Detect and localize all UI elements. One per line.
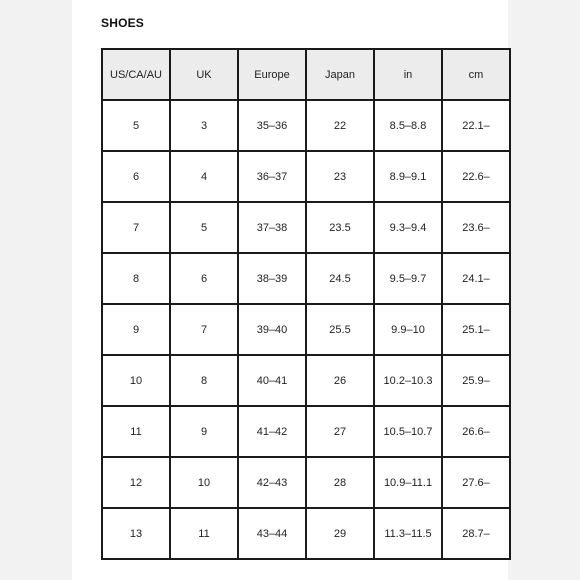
size-chart-table bbox=[101, 48, 511, 560]
header-cm: cm bbox=[442, 49, 510, 100]
cell-cm: 24.1– bbox=[442, 253, 510, 304]
cell-cm: 26.6– bbox=[442, 406, 510, 457]
cell-japan: 23.5 bbox=[306, 202, 374, 253]
cell-europe: 41–42 bbox=[238, 406, 306, 457]
table-row bbox=[102, 355, 510, 406]
cell-japan: 25.5 bbox=[306, 304, 374, 355]
cell-cm: 25.1– bbox=[442, 304, 510, 355]
header-europe: Europe bbox=[238, 49, 306, 100]
table-row bbox=[102, 100, 510, 151]
cell-europe: 42–43 bbox=[238, 457, 306, 508]
cell-in: 11.3–11.5 bbox=[374, 508, 442, 559]
cell-us: 10 bbox=[102, 355, 170, 406]
cell-uk: 4 bbox=[170, 151, 238, 202]
header-in: in bbox=[374, 49, 442, 100]
cell-in: 10.2–10.3 bbox=[374, 355, 442, 406]
header-us: US/CA/AU bbox=[102, 49, 170, 100]
cell-cm: 22.6– bbox=[442, 151, 510, 202]
cell-cm: 22.1– bbox=[442, 100, 510, 151]
cell-uk: 11 bbox=[170, 508, 238, 559]
cell-us: 9 bbox=[102, 304, 170, 355]
cell-uk: 10 bbox=[170, 457, 238, 508]
cell-cm: 27.6– bbox=[442, 457, 510, 508]
cell-uk: 6 bbox=[170, 253, 238, 304]
cell-europe: 39–40 bbox=[238, 304, 306, 355]
cell-in: 9.3–9.4 bbox=[374, 202, 442, 253]
table-row bbox=[102, 508, 510, 559]
cell-in: 8.9–9.1 bbox=[374, 151, 442, 202]
cell-us: 11 bbox=[102, 406, 170, 457]
table-row bbox=[102, 202, 510, 253]
cell-in: 10.9–11.1 bbox=[374, 457, 442, 508]
cell-japan: 28 bbox=[306, 457, 374, 508]
cell-us: 13 bbox=[102, 508, 170, 559]
cell-europe: 36–37 bbox=[238, 151, 306, 202]
cell-japan: 27 bbox=[306, 406, 374, 457]
table-row bbox=[102, 457, 510, 508]
cell-europe: 37–38 bbox=[238, 202, 306, 253]
cell-cm: 28.7– bbox=[442, 508, 510, 559]
cell-uk: 9 bbox=[170, 406, 238, 457]
cell-in: 10.5–10.7 bbox=[374, 406, 442, 457]
cell-in: 9.9–10 bbox=[374, 304, 442, 355]
cell-japan: 29 bbox=[306, 508, 374, 559]
cell-europe: 43–44 bbox=[238, 508, 306, 559]
cell-cm: 23.6– bbox=[442, 202, 510, 253]
cell-in: 8.5–8.8 bbox=[374, 100, 442, 151]
cell-japan: 23 bbox=[306, 151, 374, 202]
page-title: SHOES bbox=[101, 16, 145, 30]
cell-us: 7 bbox=[102, 202, 170, 253]
size-chart-container bbox=[101, 48, 490, 566]
cell-uk: 7 bbox=[170, 304, 238, 355]
cell-japan: 24.5 bbox=[306, 253, 374, 304]
cell-japan: 26 bbox=[306, 355, 374, 406]
cell-europe: 35–36 bbox=[238, 100, 306, 151]
cell-us: 8 bbox=[102, 253, 170, 304]
header-japan: Japan bbox=[306, 49, 374, 100]
cell-europe: 38–39 bbox=[238, 253, 306, 304]
table-row bbox=[102, 253, 510, 304]
cell-europe: 40–41 bbox=[238, 355, 306, 406]
header-uk: UK bbox=[170, 49, 238, 100]
cell-in: 9.5–9.7 bbox=[374, 253, 442, 304]
cell-japan: 22 bbox=[306, 100, 374, 151]
table-row bbox=[102, 406, 510, 457]
cell-uk: 3 bbox=[170, 100, 238, 151]
cell-uk: 8 bbox=[170, 355, 238, 406]
cell-cm: 25.9– bbox=[442, 355, 510, 406]
cell-us: 12 bbox=[102, 457, 170, 508]
header-row bbox=[102, 49, 510, 100]
cell-us: 5 bbox=[102, 100, 170, 151]
cell-us: 6 bbox=[102, 151, 170, 202]
cell-uk: 5 bbox=[170, 202, 238, 253]
table-row bbox=[102, 304, 510, 355]
table-row bbox=[102, 151, 510, 202]
